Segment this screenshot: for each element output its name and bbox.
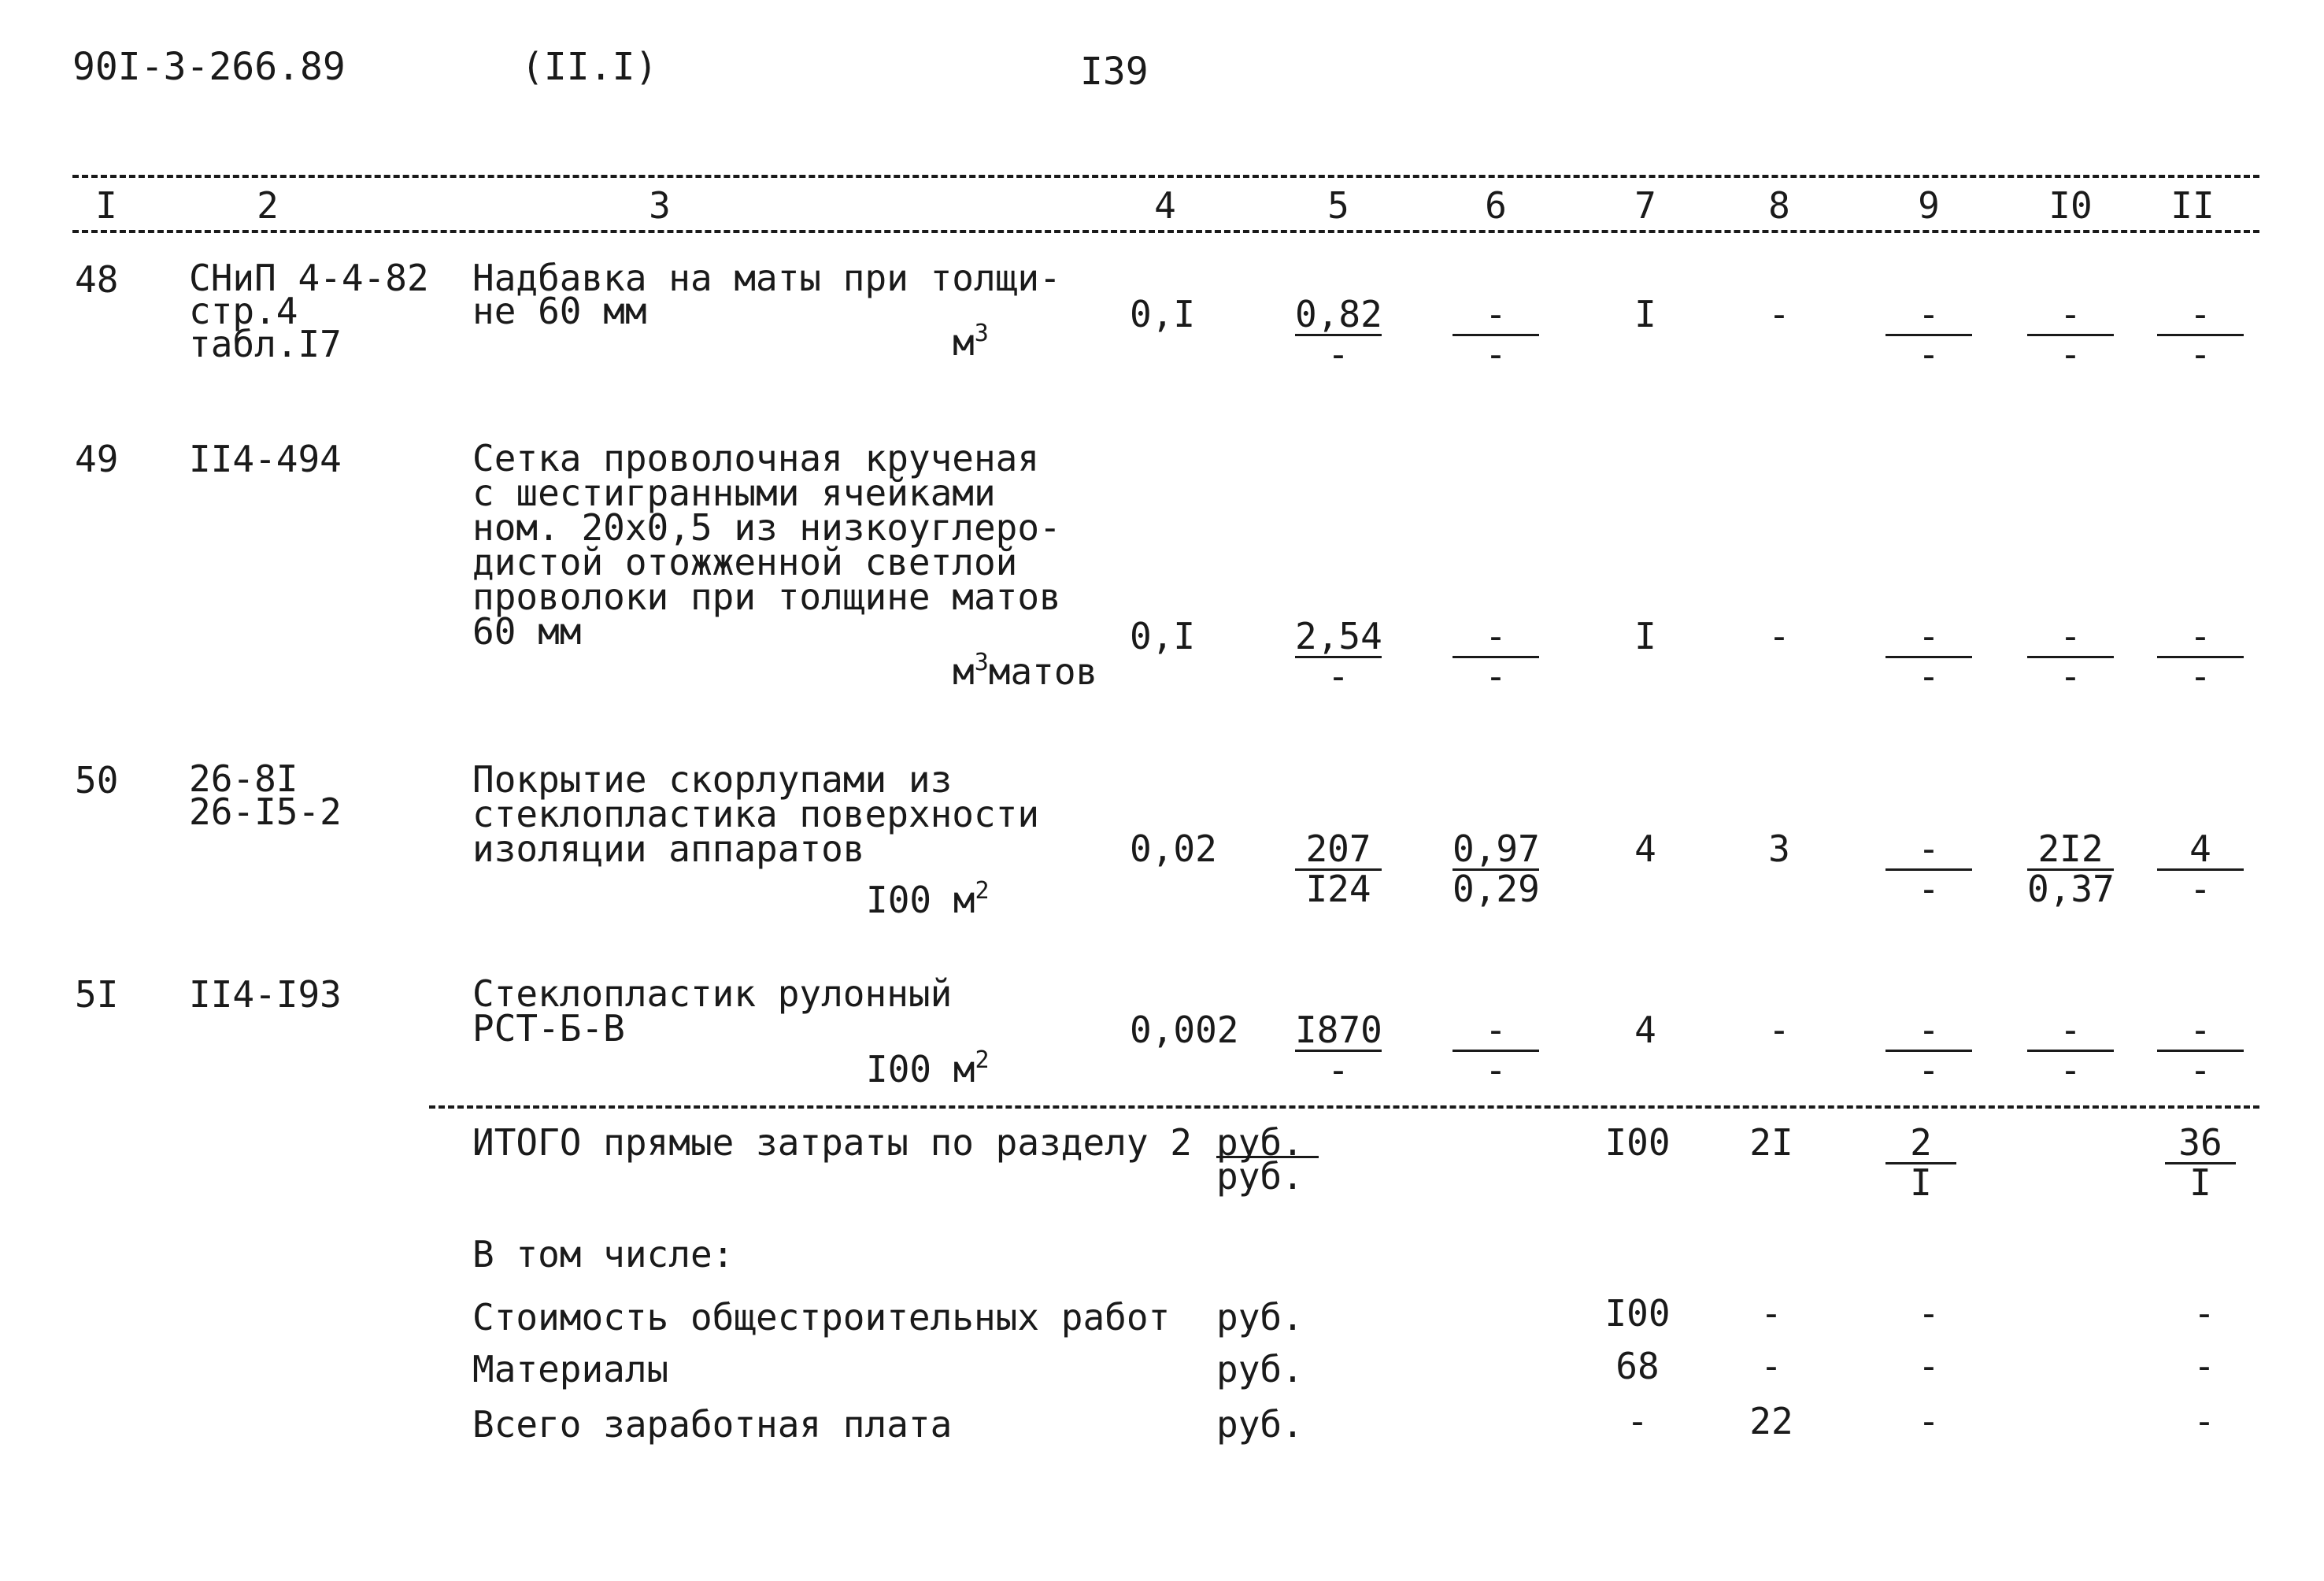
item-label: Материалы — [472, 1348, 669, 1390]
quantity: 0,I — [1130, 293, 1196, 335]
item-col11: - — [2193, 1292, 2215, 1335]
item-col7: I00 — [1604, 1292, 1671, 1335]
including-label: В том числе: — [472, 1233, 735, 1276]
col8-value: 3 — [1768, 828, 1790, 870]
col10-fraction: - - — [2027, 618, 2114, 694]
item-col7: 68 — [1615, 1345, 1660, 1387]
col-header-9: 9 — [1918, 184, 1940, 227]
price-fraction: $\frac{207}{I24}$ — [1295, 831, 1382, 907]
total-col9-fraction: $\frac{2}{I}$ — [1885, 1124, 1956, 1201]
col10-fraction: - - — [2027, 1012, 2114, 1088]
total-rule — [429, 1105, 2259, 1109]
description: Покрытие скорлупами из стеклопластика поверхности изоляции аппаратов — [472, 758, 1040, 870]
col11-fraction: - - — [2157, 1012, 2244, 1088]
col6-fraction: $\frac{0,97}{0,29}$ — [1452, 828, 1540, 910]
col8-value: - — [1768, 1009, 1790, 1051]
col-header-6: 6 — [1485, 184, 1507, 227]
item-col11: - — [2193, 1345, 2215, 1387]
description: Сетка проволочная крученая с шестигранными ячейками ном. 20х0,5 из низкоуглеро- дистой отожженной светлой проволоки при толщине матов 60 мм — [472, 437, 1061, 653]
unit: $м^3матов$ — [953, 649, 1098, 693]
col8-value: - — [1768, 293, 1790, 335]
reference: СНиП 4-4-82 стр.4 табл.I7 — [189, 257, 429, 365]
page-number: I39 — [1080, 50, 1149, 94]
item-col8: - — [1760, 1292, 1782, 1335]
item-col8: 22 — [1749, 1400, 1793, 1442]
item-col9: - — [1918, 1400, 1940, 1442]
quantity: 0,I — [1130, 615, 1196, 657]
col6-fraction: - - — [1452, 618, 1539, 694]
item-col8: - — [1760, 1345, 1782, 1387]
col9-fraction: - - — [1885, 1012, 1972, 1088]
col-header-2: 2 — [257, 184, 279, 227]
quantity: 0,02 — [1130, 828, 1217, 870]
col10-fraction: $\frac{2I2}{0,37}$ — [2027, 828, 2115, 910]
item-col9: - — [1918, 1292, 1940, 1335]
item-unit: руб. — [1216, 1296, 1304, 1338]
col11-fraction: 4 - — [2157, 831, 2244, 907]
item-col7: - — [1626, 1400, 1649, 1442]
col-header-4: 4 — [1154, 184, 1176, 227]
item-unit: руб. — [1216, 1403, 1304, 1446]
price-fraction: 2,54 - — [1295, 615, 1382, 698]
col-header-3: 3 — [649, 184, 671, 227]
total-col11-fraction: $\frac{36}{I}$ — [2165, 1124, 2236, 1201]
section-number: (II.I) — [521, 45, 658, 89]
col9-fraction: - - — [1885, 296, 1972, 372]
item-label: Всего заработная плата — [472, 1403, 953, 1446]
reference: II4-494 — [189, 438, 342, 480]
col11-fraction: - - — [2157, 618, 2244, 694]
unit: $м^3$ — [953, 320, 989, 364]
item-unit: руб. — [1216, 1348, 1304, 1390]
document-code: 90I-3-266.89 — [72, 45, 346, 89]
row-number: 5I — [75, 973, 119, 1016]
col6-fraction: - - — [1452, 1012, 1539, 1088]
item-label: Стоимость общестроительных работ — [472, 1296, 1171, 1338]
quantity: 0,002 — [1130, 1009, 1239, 1051]
col7-value: I — [1634, 293, 1656, 335]
total-col8: 2I — [1749, 1121, 1793, 1164]
total-col7: I00 — [1604, 1121, 1671, 1164]
header-top-rule — [72, 175, 2259, 178]
item-col11: - — [2193, 1400, 2215, 1442]
col-header-7: 7 — [1634, 184, 1656, 227]
col-header-10: I0 — [2048, 184, 2093, 227]
col8-value: - — [1768, 615, 1790, 657]
total-unit-fraction: руб. руб. — [1216, 1124, 1319, 1194]
col9-fraction: - - — [1885, 831, 1972, 907]
row-number: 50 — [75, 759, 119, 802]
col-header-11: II — [2170, 184, 2215, 227]
reference: 26-8I 26-I5-2 — [189, 757, 342, 833]
unit: I00 $м^2$ — [866, 1046, 990, 1090]
total-label: ИТОГО прямые затраты по разделу 2 — [472, 1121, 1192, 1164]
col10-fraction: - - — [2027, 296, 2114, 372]
price-fraction: I870 - — [1295, 1009, 1382, 1091]
description: Стеклопластик рулонный РСТ-Б-В — [472, 972, 953, 1050]
col7-value: 4 — [1634, 1009, 1656, 1051]
col-header-8: 8 — [1768, 184, 1790, 227]
price-fraction: 0,82 - — [1295, 293, 1382, 376]
row-number: 48 — [75, 258, 119, 301]
item-col9: - — [1918, 1345, 1940, 1387]
col7-value: I — [1634, 615, 1656, 657]
description: Надбавка на маты при толщи- не 60 мм — [472, 257, 1061, 332]
col9-fraction: - - — [1885, 618, 1972, 694]
unit: I00 $м^2$ — [866, 877, 990, 921]
col7-value: 4 — [1634, 828, 1656, 870]
col11-fraction: - - — [2157, 296, 2244, 372]
row-number: 49 — [75, 438, 119, 480]
col6-fraction: - - — [1452, 296, 1539, 372]
col-header-5: 5 — [1327, 184, 1349, 227]
reference: II4-I93 — [189, 973, 342, 1016]
col-header-1: I — [95, 184, 117, 227]
header-bottom-rule — [72, 230, 2259, 233]
